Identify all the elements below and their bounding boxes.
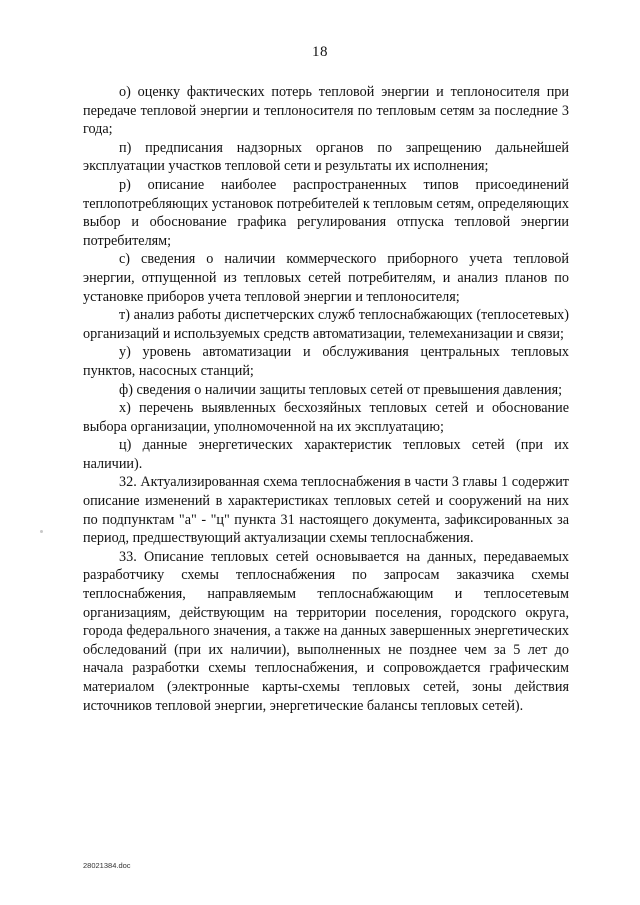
- paragraph-item-r: р) описание наиболее распространенных типов присоединений теплопотребляющих установок потребителей к тепловым сетям, определяющих выбор и обоснование графика регулирования отпуска тепловой энергии потребителям;: [83, 176, 569, 249]
- document-body: [83, 83, 569, 715]
- margin-dot: [40, 530, 43, 533]
- page-number: 18: [312, 44, 328, 60]
- paragraph-item-kh: х) перечень выявленных бесхозяйных тепловых сетей и обоснование выбора организации, уполномоченной на их эксплуатацию;: [83, 400, 569, 435]
- paragraph-item-u: у) уровень автоматизации и обслуживания центральных тепловых пунктов, насосных станций;: [83, 344, 569, 379]
- paragraph-item-p: п) предписания надзорных органов по запрещению дальнейшей эксплуатации участков тепловой сети и результаты их исполнения;: [83, 139, 569, 175]
- paragraph-item-f: ф) сведения о наличии защиты тепловых сетей от превышения давления;: [119, 381, 563, 398]
- document-file-reference: 28021384.doc: [83, 861, 131, 870]
- paragraph-item-s: с) сведения о наличии коммерческого приборного учета тепловой энергии, отпущенной из тепловых сетей потребителям, и анализ планов по установке приборов учета тепловой энергии и теплоносителя;: [83, 251, 569, 305]
- paragraph-item-t: т) анализ работы диспетчерских служб теплоснабжающих (теплосетевых) организаций и используемых средств автоматизации, телемеханизации и связи;: [83, 307, 569, 342]
- paragraph-clause-33: 33. Описание тепловых сетей основывается на данных, передаваемых разработчику схемы теплоснабжения по запросам заказчика схемы теплоснабжения, направляемым теплоснабжающим и теплосетевым организациям, действующим на территории поселения, городского округа, города федерального значения, а также на данных завершенных энергетических обследований (при их наличии), выполненных не позднее чем за 5 лет до начала разработки схемы теплоснабжения, и сопровождается графическим материалом (электронные карты-схемы тепловых сетей, зоны действия источников тепловой энергии, энергетические балансы тепловых сетей).: [83, 548, 569, 714]
- paragraph-item-ts: ц) данные энергетических характеристик тепловых сетей (при их наличии).: [83, 437, 569, 472]
- paragraph-clause-32: 32. Актуализированная схема теплоснабжения в части 3 главы 1 содержит описание изменений в характеристиках тепловых сетей и сооружений на них по подпунктам "а" - "ц" пункта 31 настоящего документа, зафиксированных за период, предшествующий актуализации схемы теплоснабжения.: [83, 474, 569, 547]
- paragraph-item-o: о) оценку фактических потерь тепловой энергии и теплоносителя при передаче тепловой энергии и теплоносителя по тепловым сетям за последние 3 года;: [83, 84, 569, 138]
